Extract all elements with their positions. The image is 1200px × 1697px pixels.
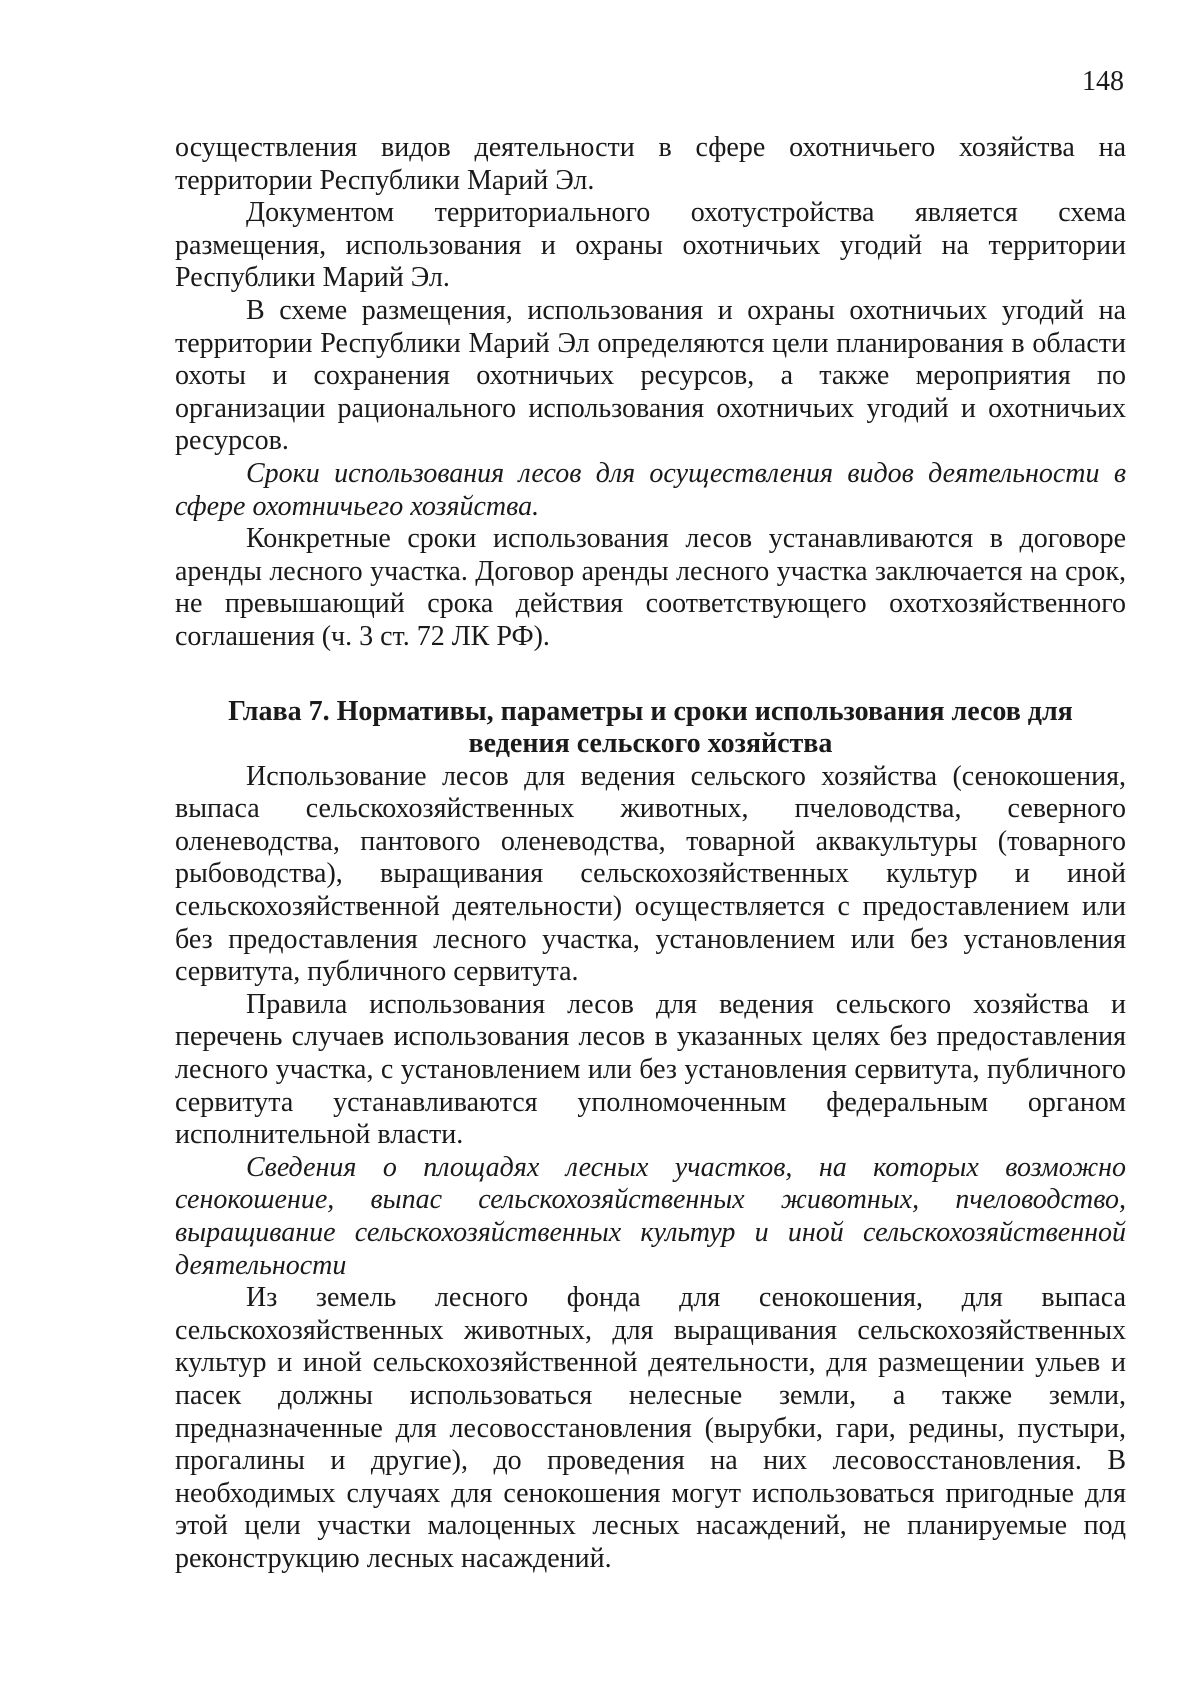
subheading-area-information: Сведения о площадях лесных участков, на которых возможно сенокошение, выпас сельскохозяйственных животных, пчеловодство, выращивание сельскохозяйственных культур и иной сельскохозяйственной деятельности: [175, 1151, 1126, 1281]
chapter-title-line-1: Глава 7. Нормативы, параметры и сроки использования лесов для: [228, 695, 1073, 727]
chapter-title: [175, 696, 1126, 761]
paragraph-territorial-document: Документом территориального охотустройства является схема размещения, использования и охраны охотничьих угодий на территории Республики Марий Эл.: [175, 197, 1126, 294]
paragraph-continuation: осуществления видов деятельности в сфере охотничьего хозяйства на территории Республики Марий Эл.: [175, 132, 1126, 196]
paragraph-agriculture-rules: Правила использования лесов для ведения сельского хозяйства и перечень случаев использования лесов в указанных целях без предоставления лесного участка, с установлением или без установления сервитута, публичного сервитута устанавливаются уполномоченным федеральным органом исполнительной власти.: [175, 988, 1126, 1151]
subheading-hunting-terms: Сроки использования лесов для осуществления видов деятельности в сфере охотничьего хозяйства.: [175, 457, 1126, 522]
paragraph-lease-terms: Конкретные сроки использования лесов устанавливаются в договоре аренды лесного участка. Договор аренды лесного участка заключается на срок, не превышающий срока действия соответствующего охотхозяйственного соглашения (ч. 3 ст. 72 ЛК РФ).: [175, 523, 1126, 652]
paragraph-scheme-goals: В схеме размещения, использования и охраны охотничьих угодий на территории Республики Марий Эл определяются цели планирования в области охоты и сохранения охотничьих ресурсов, а также мероприятия по организации рационального использования охотничьих угодий и охотничьих ресурсов.: [175, 294, 1126, 457]
page-number: 148: [1082, 66, 1124, 97]
page-content: [175, 132, 1126, 1576]
paragraph-non-forest-lands: Из земель лесного фонда для сенокошения, для выпаса сельскохозяйственных животных, для выращивания сельскохозяйственных культур и иной сельскохозяйственной деятельности, для размещении ульев и пасек должны использоваться нелесные земли, а также земли, предназначенные для лесовосстановления (вырубки, гари, редины, пустыри, прогалины и другие), до проведения на них лесовосстановления. В необходимых случаях для сенокошения могут использоваться пригодные для этой цели участки малоценных лесных насаждений, не планируемые под реконструкцию лесных насаждений.: [175, 1282, 1126, 1574]
chapter-title-line-2: ведения сельского хозяйства: [468, 728, 833, 760]
paragraph-agriculture-use: Использование лесов для ведения сельского хозяйства (сенокошения, выпаса сельскохозяйственных животных, пчеловодства, северного оленеводства, пантового оленеводства, товарной аквакультуры (товарного рыбоводства), выращивания сельскохозяйственных культур и иной сельскохозяйственной деятельности) осуществляется с предоставлением или без предоставления лесного участка, установлением или без установления сервитута, публичного сервитута.: [175, 760, 1126, 988]
